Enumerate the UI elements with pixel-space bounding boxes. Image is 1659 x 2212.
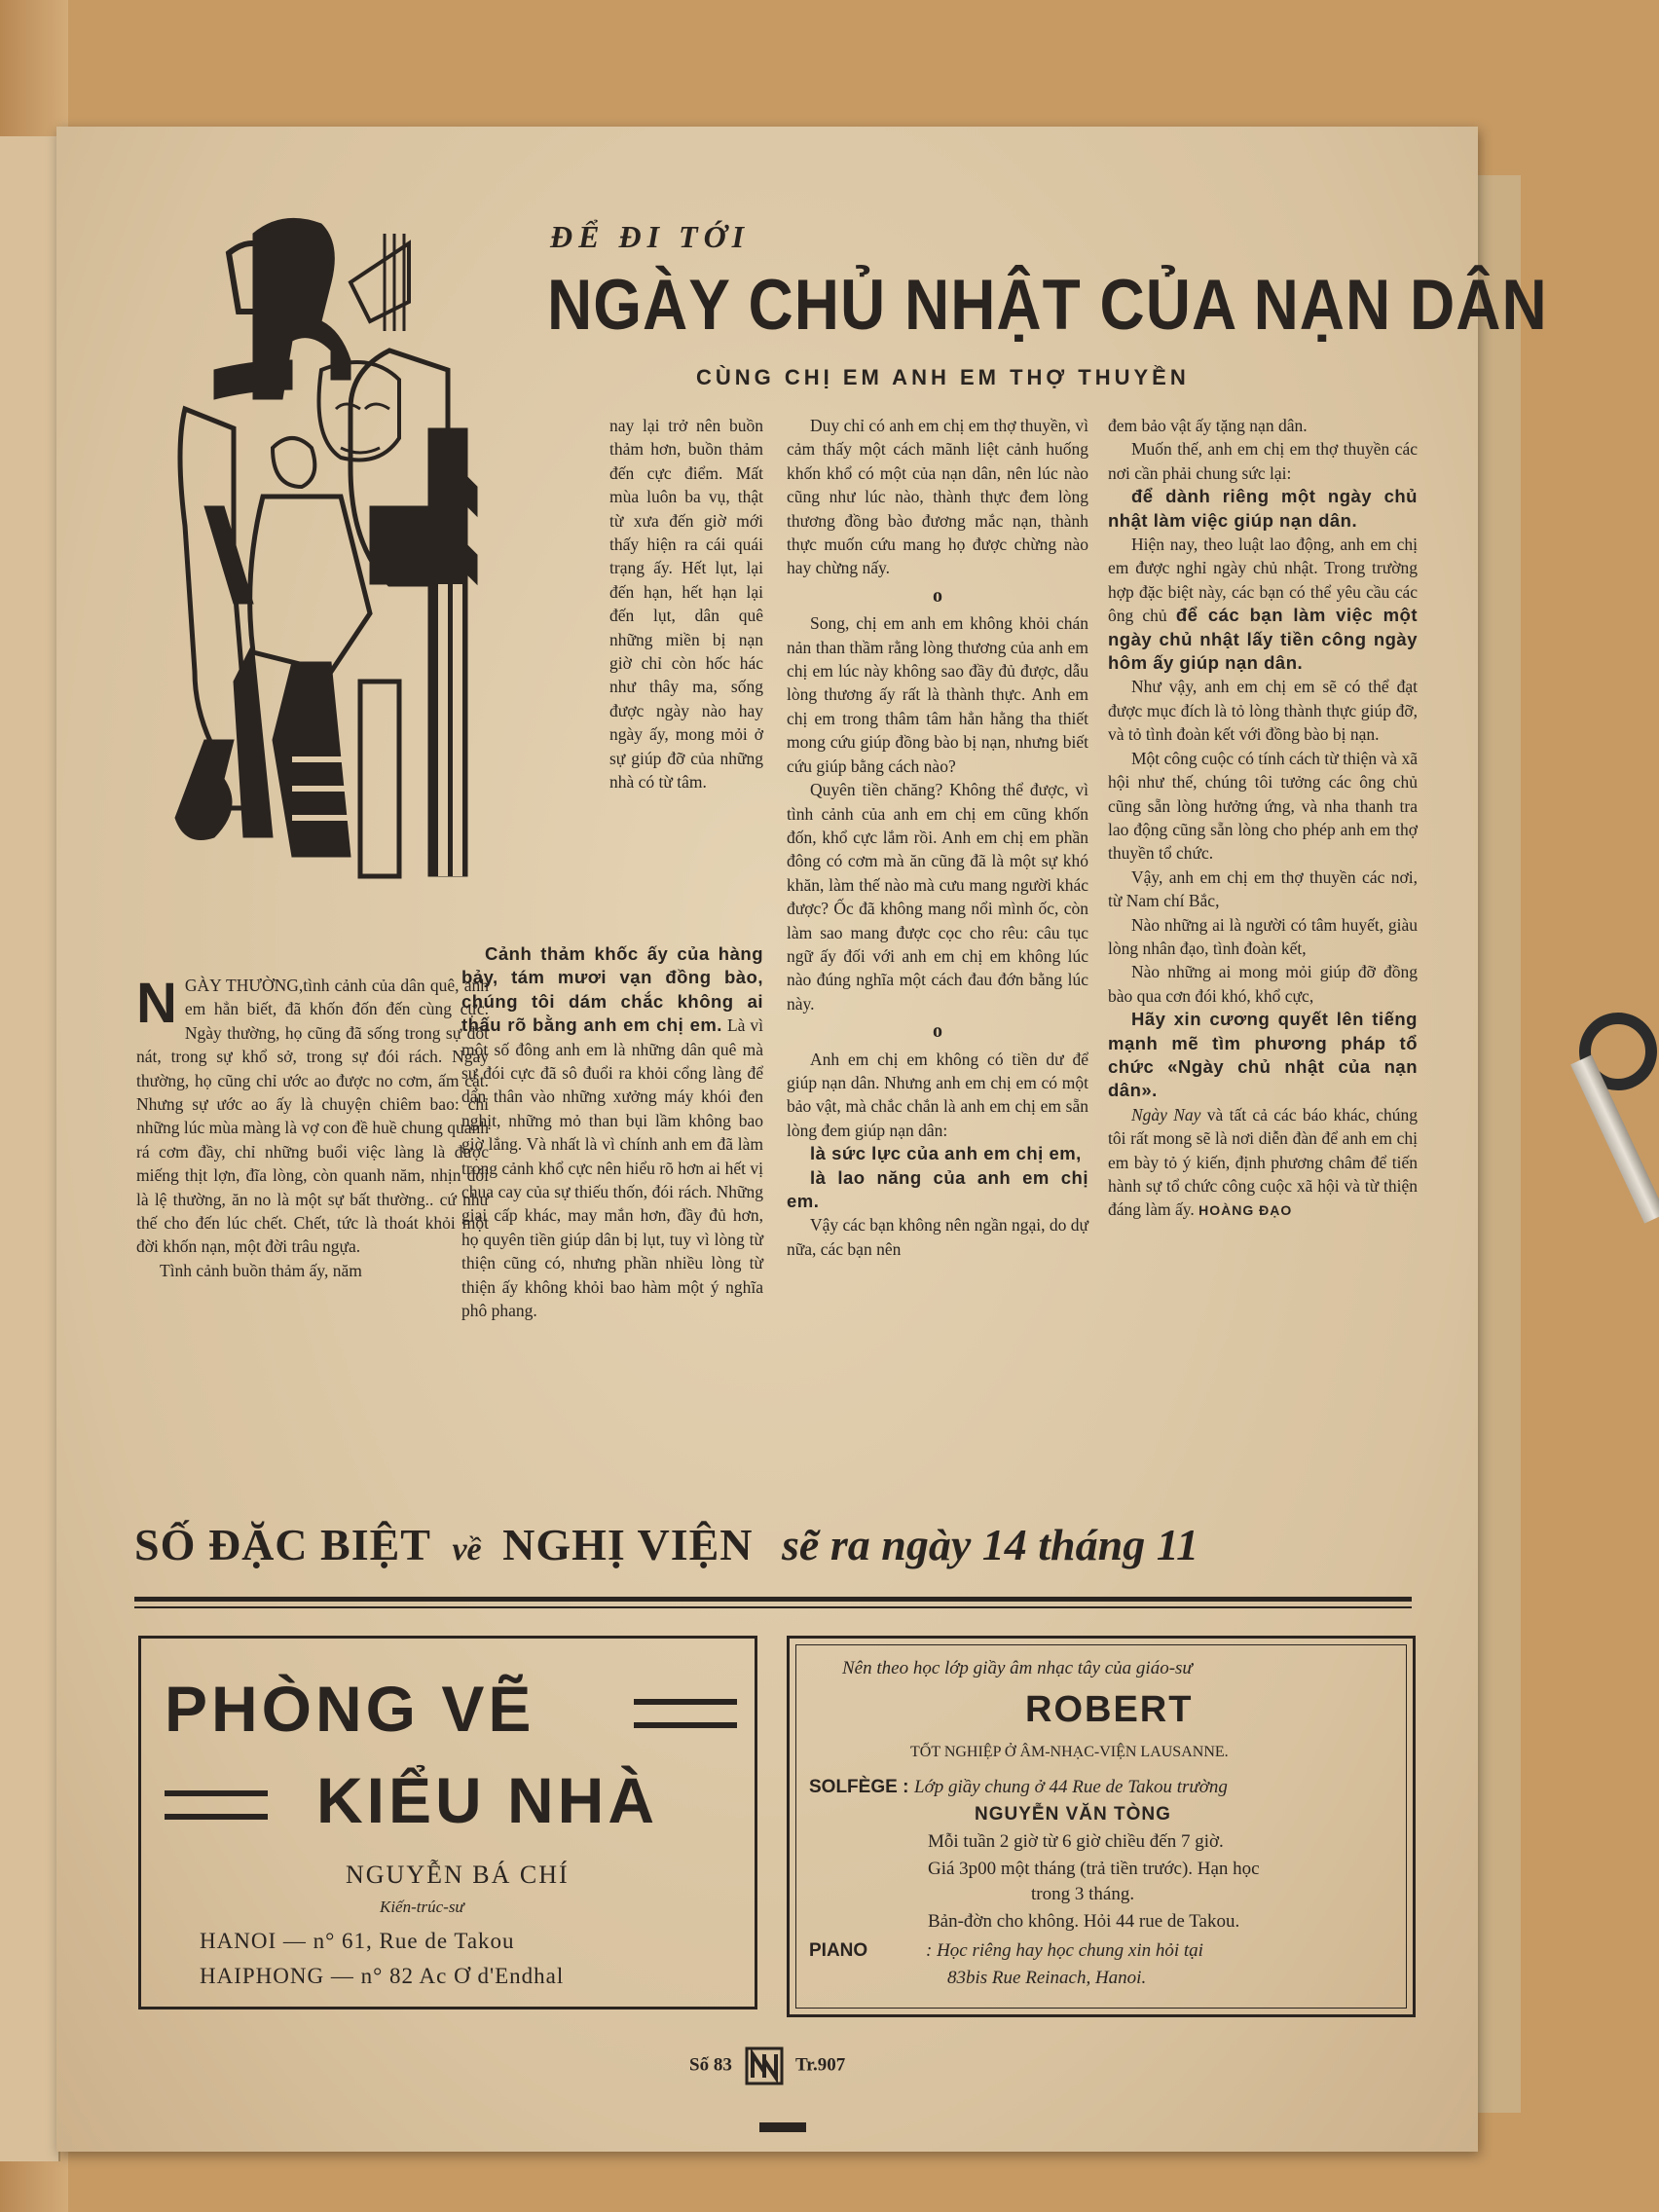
schedule: Mỗi tuần 2 giờ từ 6 giờ chiều đến 7 giờ. (928, 1831, 1224, 1852)
page-number: Tr.907 (795, 2054, 846, 2076)
article-column-4 (1108, 414, 1418, 1223)
banner-part: NGHỊ VIỆN (502, 1520, 754, 1569)
separator: o (933, 584, 942, 607)
divider (134, 1597, 1412, 1602)
paragraph (136, 974, 489, 1259)
ad-rule (165, 1790, 268, 1796)
paragraph-text: Hiện nay, theo luật lao động, anh em chị em được nghỉ ngày chủ nhật. Trong trường hợp đặc biệt này, các bạn có thể yêu cầu các ông chủ (1108, 535, 1418, 626)
ad-headline: PHÒNG VẼ (165, 1673, 535, 1745)
music-lessons-ad (787, 1636, 1416, 2017)
solfege-text: Lớp giầy chung ở 44 Rue de Takou trường (914, 1777, 1228, 1797)
paragraph: Vậy các bạn không nên ngần ngại, do dự nữa, các bạn nên (787, 1215, 1088, 1259)
signature: HOÀNG ĐẠO (1198, 1202, 1293, 1219)
divider (134, 1606, 1412, 1608)
article-column-2-lower (461, 942, 763, 1323)
page-footer (689, 2046, 845, 2085)
school-name: NGUYỄN VĂN TÒNG (975, 1804, 1171, 1825)
bottom-mark (759, 2122, 806, 2132)
subhead: CÙNG CHỊ EM ANH EM THỢ THUYỀN (696, 365, 1190, 389)
architect-ad (138, 1636, 757, 2009)
ad-rule (634, 1722, 737, 1728)
article-column-3 (787, 414, 1088, 1261)
ad-rule (165, 1814, 268, 1820)
paragraph: Như vậy, anh em chị em sẽ có thể đạt được mục đích là tỏ lòng thành thực giúp đỡ, và tỏ tình đoàn kết với đồng bào bị nạn. (1108, 677, 1418, 745)
piano-label: PIANO (809, 1940, 868, 1961)
paragraph (461, 942, 763, 1323)
ngay-nay-logo-icon (745, 2046, 784, 2085)
headline: NGÀY CHỦ NHẬT CỦA NẠN DÂN (547, 264, 1548, 345)
teacher-credentials: TỐT NGHIỆP Ở ÂM-NHẠC-VIỆN LAUSANNE. (910, 1744, 1229, 1760)
woodcut-illustration (136, 214, 545, 935)
paragraph: Nào những ai là người có tâm huyết, giàu lòng nhân đạo, tình đoàn kết, (1108, 914, 1418, 958)
paragraph: Nào những ai mong mỏi giúp đỡ đồng bào qua cơn đói khó, khổ cực, (1108, 962, 1418, 1006)
paragraph: Tình cảnh buồn thảm ấy, năm (160, 1260, 362, 1280)
paragraph (1108, 533, 1418, 675)
paragraph: đem bảo vật ấy tặng nạn dân. (1108, 416, 1308, 435)
fee: Giá 3p00 một tháng (trả tiền trước). Hạn học (928, 1859, 1260, 1879)
teacher-name: ROBERT (1025, 1689, 1194, 1730)
paragraph: Muốn thế, anh em chị em thợ thuyền các nơi cần phải chung sức lại: (1108, 439, 1418, 483)
architect-name: NGUYỄN BÁ CHÍ (346, 1861, 570, 1889)
emphasis: Cảnh thảm khốc ấy của hàng bảy, tám mươi vạn đồng bào, chúng tôi dám chắc không ai thấu rõ bằng anh em chị em. (461, 943, 763, 1036)
emphasis: là lao năng của anh em chị em. (787, 1166, 1088, 1211)
banner-part: sẽ ra ngày 14 tháng 11 (782, 1520, 1199, 1569)
paragraph: Vậy, anh em chị em thợ thuyền các nơi, từ Nam chí Bắc, (1108, 866, 1418, 911)
paragraph: Quyên tiền chăng? Không thể được, vì tình cảnh của anh em chị em cũng khốn đốn, khổ cực lắm rồi. Anh em chị em phần đông có cơm mà ăn cũng đã là một sự khó khăn, làm thế nào mà cưu mang người khác được? Ốc đã không mang nổi mình ốc, còn làm sao mang được cọc cho rêu: câu tục ngữ ấy đối với anh em chị em không lúc nào đúng nghĩa một cách đau đớn bằng lúc này. (787, 780, 1088, 1014)
magazine-page (56, 127, 1548, 2152)
piano-text: : Học riêng hay học chung xin hỏi tại (926, 1940, 1203, 1961)
address-line: HANOI — n° 61, Rue de Takou (200, 1929, 515, 1953)
address-line: HAIPHONG — n° 82 Ac Ơ d'Endhal (200, 1964, 565, 1988)
piano-address: 83bis Rue Reinach, Hanoi. (947, 1968, 1147, 1988)
separator: o (933, 1020, 942, 1043)
paragraph: nay lại trở nên buồn thảm hơn, buồn thảm đến cực điểm. Mất mùa luôn ba vụ, thật từ xưa đến giờ mới thấy hiện ra cái quái trạng ấy. Hết lụt, lại đến hạn, hết hạn lại đến lụt, dân quê những miền bị nạn giờ chỉ còn hốc hác như thây ma, sống được ngày nào hay ngày ấy, mong mỏi ở sự giúp đỡ của những nhà có từ tâm. (609, 416, 763, 793)
emphasis: để dành riêng một ngày chủ nhật làm việc giúp nạn dân. (1108, 486, 1418, 531)
ad-rule (634, 1699, 737, 1705)
left-page-edge (0, 136, 60, 2161)
article-column-1 (136, 974, 489, 1282)
solfege-label: SOLFÈGE : (809, 1777, 909, 1797)
kicker: ĐỂ ĐI TỚI (550, 219, 751, 254)
architect-title: Kiến-trúc-sư (380, 1898, 464, 1916)
emphasis: để các bạn làm việc một ngày chủ nhật lấy tiền công ngày hôm ấy giúp nạn dân. (1108, 605, 1419, 674)
term: trong 3 tháng. (1031, 1884, 1135, 1904)
ad-headline: KIỂU NHÀ (316, 1764, 659, 1836)
emphasis: là sức lực của anh em chị em, (810, 1143, 1082, 1164)
special-issue-banner (134, 1519, 1419, 1570)
lead-in: GÀY THƯỜNG, (184, 976, 304, 995)
paragraph-text: Là vì một số đông anh em là những dân quê mà sự đói cực đã sô đuổi ra khỏi cổng làng để dấn thân vào những xưởng máy khói đen nghịt, những mỏ than bụi lầm không bao giờ lắng. Và nhất là vì chính anh em đã làm trong cảnh khổ cực nên hiểu rõ hơn ai hết vị chua cay của sự thiếu thốn, đói rách. Những giai cấp khác, may mắn hơn, đầy đủ hơn, họ quyên tiền giúp dân bị lụt, tuy vì lòng từ thiện cũng có, nhưng phần nhiều lòng từ thiện ấy không khỏi bao hàm một ý nghĩa phô phang. (461, 1015, 763, 1321)
emphasis: Hãy xin cương quyết lên tiếng mạnh mẽ tìm phương pháp tổ chức «Ngày chủ nhật của nạn dân». (1108, 1009, 1418, 1101)
free-note: Bản-đờn cho không. Hỏi 44 rue de Takou. (928, 1911, 1240, 1932)
paragraph: Duy chỉ có anh em chị em thợ thuyền, vì cảm thấy một cách mãnh liệt cảnh huống khốn khổ có một của nạn dân, nên lúc nào cũng như lúc nào, thành thực đem lòng thương đồng bào đương mắc nạn, thành thực muốn cứu mang họ được chừng nào hay chừng nấy. (787, 416, 1088, 578)
banner-part: về (452, 1531, 482, 1567)
paragraph: Một công cuộc có tính cách từ thiện và xã hội như thế, chúng tôi tưởng các ông chủ cũng sẵn lòng hưởng ứng, và nha thanh tra lao động cũng sẵn lòng cho phép anh em thợ thuyền tổ chức. (1108, 748, 1418, 864)
ad-intro: Nên theo học lớp giầy âm nhạc tây của giáo-sư (842, 1658, 1193, 1678)
paragraph (1108, 1103, 1418, 1223)
paragraph: Anh em chị em không có tiền dư để giúp nạn dân. Nhưng anh em chị em có một bảo vật, mà chắc chắn là anh em chị em sẵn lòng đem giúp nạn dân: (787, 1049, 1088, 1140)
drop-cap: N (136, 972, 177, 1035)
article-column-2 (609, 414, 763, 794)
issue-number: Số 83 (689, 2054, 732, 2076)
publication-name: Ngày Nay (1131, 1104, 1201, 1124)
banner-part: SỐ ĐẶC BIỆT (134, 1520, 431, 1569)
paragraph: Song, chị em anh em không khỏi chán nản than thầm rằng lòng thương của anh em chị em lúc này không sao đầy đủ được, dẫu lòng thương ấy rất là thành thực. Anh em chị em trong thâm tâm hẳn hằng tha thiết mong cứu giúp đồng bào bị nạn, nhưng biết cứu giúp bằng cách nào? (787, 613, 1088, 776)
paragraph-text: tình cảnh của dân quê, anh em hẳn biết, đã khốn đốn đến cùng cực. Ngày thường, họ cũng đã sống trong sự đốt nát, trong sự khổ sở, trong sự đói rách. Ngày thường, họ cũng chỉ ước ao được no cơm, ấm cật. Nhưng sự ước ao ấy là chuyện chiêm bao: chỉ những lúc mùa màng là vợ con đề huề chung quanh rá cơm đầy, chỉ những buổi việc làng là được miếng thịt lợn, đĩa lòng, còn quanh năm, nhịn đói là lệ thường, ăn no là một sự bất thường.. cứ như thế cho đến lúc chết. Chết, tức là thoát khỏi một đời khốn nạn, một đời trâu ngựa. (136, 976, 489, 1257)
paragraph-text: và tất cả các báo khác, chúng tôi rất mong sẽ là nơi diễn đàn để anh em chị em bày tỏ ý kiến, định phương châm để tiến hành sự tổ chức công cuộc xã hội và từ thiện đáng làm ấy. (1108, 1104, 1418, 1220)
